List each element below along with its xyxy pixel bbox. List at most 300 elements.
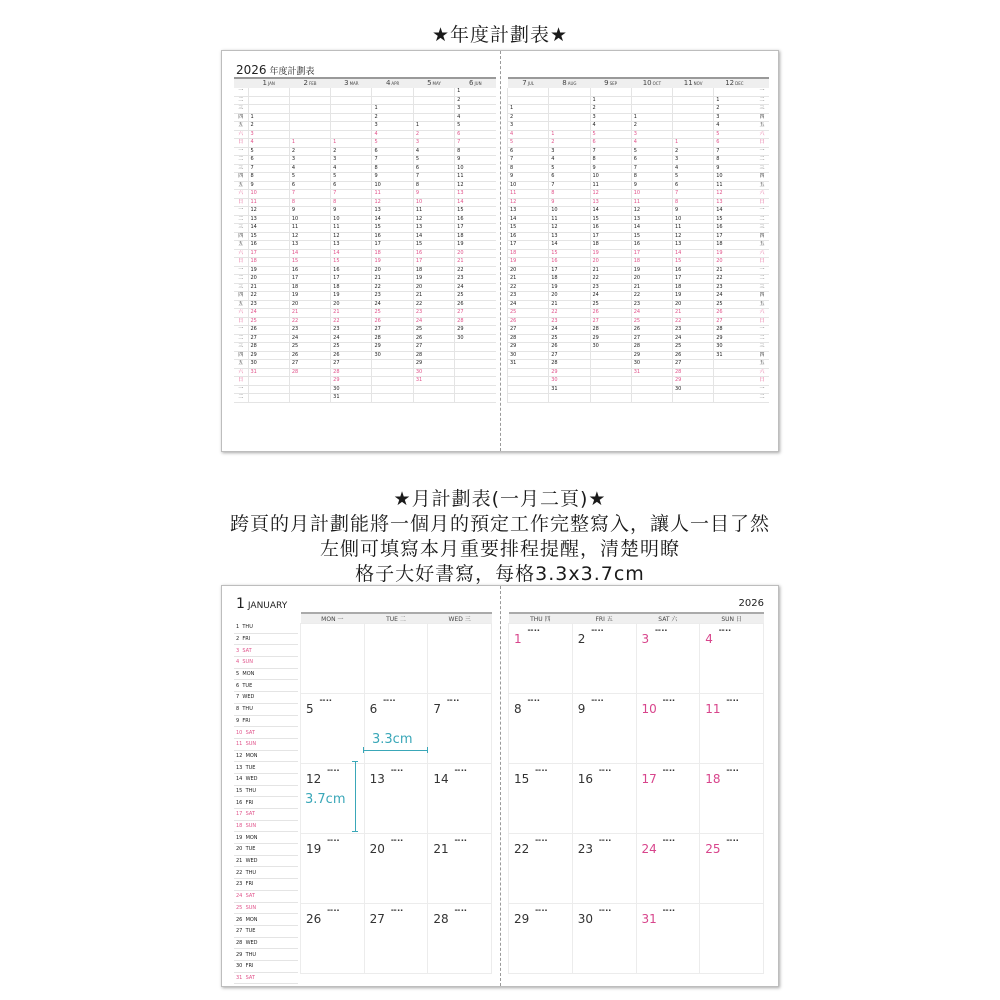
day-cell[interactable]: 5 [714, 130, 755, 139]
day-cell[interactable]: 6 [372, 147, 413, 156]
day-cell[interactable]: 16 [331, 266, 372, 275]
day-cell[interactable] [364, 904, 428, 974]
day-cell[interactable] [372, 88, 413, 96]
day-cell[interactable] [714, 377, 755, 386]
day-cell[interactable] [428, 694, 492, 764]
day-cell[interactable] [714, 88, 755, 96]
day-cell[interactable]: 28 [549, 360, 590, 369]
day-cell[interactable] [372, 377, 413, 386]
day-cell[interactable]: 6 [289, 181, 330, 190]
day-reminder-row[interactable]: 4 SUN [234, 657, 298, 669]
day-cell[interactable]: 26 [331, 351, 372, 360]
day-cell[interactable]: 5 [331, 173, 372, 182]
day-cell[interactable]: 9 [508, 173, 549, 182]
day-cell[interactable]: 5 [673, 173, 714, 182]
day-cell[interactable]: 5 [413, 156, 454, 165]
day-cell[interactable]: 14 [289, 249, 330, 258]
day-cell[interactable]: 15 [289, 258, 330, 267]
day-cell[interactable] [364, 694, 428, 764]
day-cell[interactable]: 27 [455, 309, 496, 318]
day-cell[interactable]: 5 [508, 139, 549, 148]
day-cell[interactable]: 24 [549, 326, 590, 335]
day-cell[interactable]: 21 [714, 266, 755, 275]
day-cell[interactable]: 13 [413, 224, 454, 233]
day-cell[interactable]: 27 [590, 317, 631, 326]
day-cell[interactable]: 7 [455, 139, 496, 148]
day-cell[interactable]: 1 [372, 105, 413, 114]
day-reminder-row[interactable]: 8 THU [234, 703, 298, 715]
day-cell[interactable]: 30 [631, 360, 672, 369]
day-cell[interactable]: 18 [673, 283, 714, 292]
day-cell[interactable]: 2 [631, 122, 672, 131]
day-cell[interactable]: 27 [631, 334, 672, 343]
day-cell[interactable]: 17 [289, 275, 330, 284]
day-cell[interactable]: 28 [331, 368, 372, 377]
day-cell[interactable]: 17 [455, 224, 496, 233]
day-cell[interactable]: 10 [289, 215, 330, 224]
day-cell[interactable]: 8 [714, 156, 755, 165]
day-cell[interactable]: 4 [413, 147, 454, 156]
day-cell[interactable]: 16 [631, 241, 672, 250]
day-cell[interactable]: 3 [289, 156, 330, 165]
day-cell[interactable]: 20 [590, 258, 631, 267]
day-cell[interactable] [509, 694, 573, 764]
day-cell[interactable]: 12 [372, 198, 413, 207]
day-cell[interactable] [301, 904, 365, 974]
day-cell[interactable]: 16 [673, 266, 714, 275]
day-cell[interactable]: 1 [590, 96, 631, 105]
day-cell[interactable]: 8 [372, 164, 413, 173]
day-cell[interactable] [673, 394, 714, 403]
day-cell[interactable]: 20 [455, 249, 496, 258]
day-cell[interactable] [631, 394, 672, 403]
day-cell[interactable] [673, 130, 714, 139]
day-reminder-row[interactable]: 17 SAT [234, 809, 298, 821]
day-cell[interactable]: 11 [714, 181, 755, 190]
day-reminder-row[interactable]: 30 FRI [234, 960, 298, 972]
day-cell[interactable] [631, 377, 672, 386]
day-cell[interactable]: 8 [631, 173, 672, 182]
day-cell[interactable]: 12 [508, 198, 549, 207]
day-cell[interactable]: 6 [673, 181, 714, 190]
day-cell[interactable]: 11 [413, 207, 454, 216]
day-cell[interactable]: 22 [331, 317, 372, 326]
day-cell[interactable]: 9 [673, 207, 714, 216]
day-cell[interactable]: 27 [289, 360, 330, 369]
day-cell[interactable]: 22 [289, 317, 330, 326]
day-reminder-row[interactable]: 5 MON [234, 668, 298, 680]
day-cell[interactable]: 11 [331, 224, 372, 233]
day-cell[interactable]: 10 [508, 181, 549, 190]
day-cell[interactable]: 29 [413, 360, 454, 369]
day-cell[interactable]: 18 [631, 258, 672, 267]
day-cell[interactable]: 10 [673, 215, 714, 224]
day-cell[interactable]: 30 [673, 385, 714, 394]
day-cell[interactable]: 20 [331, 300, 372, 309]
day-cell[interactable]: 5 [590, 130, 631, 139]
day-cell[interactable]: 5 [455, 122, 496, 131]
day-cell[interactable]: 12 [331, 232, 372, 241]
day-cell[interactable] [455, 351, 496, 360]
day-cell[interactable] [413, 105, 454, 114]
day-cell[interactable]: 25 [590, 300, 631, 309]
day-cell[interactable] [289, 394, 330, 403]
day-cell[interactable]: 7 [289, 190, 330, 199]
day-cell[interactable] [455, 343, 496, 352]
day-cell[interactable] [673, 122, 714, 131]
day-cell[interactable]: 28 [508, 334, 549, 343]
day-cell[interactable]: 15 [508, 224, 549, 233]
day-cell[interactable] [289, 88, 330, 96]
day-cell[interactable]: 30 [455, 334, 496, 343]
day-cell[interactable]: 7 [549, 181, 590, 190]
day-cell[interactable]: 15 [248, 232, 289, 241]
day-cell[interactable]: 13 [673, 241, 714, 250]
day-reminder-row[interactable]: 18 SUN [234, 820, 298, 832]
day-cell[interactable]: 4 [455, 113, 496, 122]
day-cell[interactable]: 6 [413, 164, 454, 173]
day-cell[interactable]: 11 [289, 224, 330, 233]
day-cell[interactable]: 31 [631, 368, 672, 377]
day-cell[interactable]: 27 [413, 343, 454, 352]
day-cell[interactable] [413, 88, 454, 96]
day-cell[interactable]: 22 [549, 309, 590, 318]
day-reminder-row[interactable]: 22 THU [234, 867, 298, 879]
empty-day-cell[interactable] [364, 624, 428, 694]
day-cell[interactable]: 25 [631, 317, 672, 326]
day-cell[interactable]: 18 [413, 266, 454, 275]
day-cell[interactable]: 29 [248, 351, 289, 360]
day-cell[interactable]: 16 [372, 232, 413, 241]
day-cell[interactable]: 26 [549, 343, 590, 352]
day-reminder-row[interactable]: 31 SAT [234, 972, 298, 984]
day-cell[interactable]: 18 [372, 249, 413, 258]
day-cell[interactable]: 7 [413, 173, 454, 182]
day-cell[interactable]: 17 [248, 249, 289, 258]
day-cell[interactable]: 27 [549, 351, 590, 360]
day-cell[interactable]: 17 [372, 241, 413, 250]
day-cell[interactable] [364, 834, 428, 904]
day-cell[interactable] [636, 624, 700, 694]
day-reminder-row[interactable]: 2 FRI [234, 633, 298, 645]
day-cell[interactable]: 30 [372, 351, 413, 360]
day-cell[interactable]: 6 [331, 181, 372, 190]
day-cell[interactable]: 29 [590, 334, 631, 343]
day-cell[interactable]: 3 [372, 122, 413, 131]
day-cell[interactable]: 21 [508, 275, 549, 284]
day-cell[interactable]: 12 [673, 232, 714, 241]
day-cell[interactable]: 20 [631, 275, 672, 284]
day-cell[interactable]: 31 [331, 394, 372, 403]
day-cell[interactable]: 9 [331, 207, 372, 216]
day-cell[interactable] [572, 694, 636, 764]
day-cell[interactable]: 26 [590, 309, 631, 318]
day-cell[interactable]: 18 [248, 258, 289, 267]
day-cell[interactable]: 18 [590, 241, 631, 250]
day-reminder-row[interactable]: 3 SAT [234, 645, 298, 657]
day-cell[interactable] [572, 834, 636, 904]
day-cell[interactable] [413, 113, 454, 122]
day-cell[interactable] [549, 88, 590, 96]
day-cell[interactable]: 25 [508, 309, 549, 318]
day-cell[interactable] [572, 624, 636, 694]
day-cell[interactable] [331, 130, 372, 139]
day-cell[interactable]: 22 [508, 283, 549, 292]
day-reminder-row[interactable]: 29 THU [234, 949, 298, 961]
day-cell[interactable]: 18 [714, 241, 755, 250]
day-cell[interactable]: 20 [289, 300, 330, 309]
day-cell[interactable]: 8 [549, 190, 590, 199]
day-cell[interactable]: 13 [372, 207, 413, 216]
day-cell[interactable]: 17 [631, 249, 672, 258]
day-reminder-row[interactable]: 25 SUN [234, 902, 298, 914]
day-cell[interactable]: 10 [372, 181, 413, 190]
day-cell[interactable]: 28 [631, 343, 672, 352]
day-cell[interactable]: 28 [714, 326, 755, 335]
day-cell[interactable]: 13 [248, 215, 289, 224]
day-cell[interactable]: 10 [631, 190, 672, 199]
day-cell[interactable]: 20 [673, 300, 714, 309]
day-cell[interactable]: 13 [289, 241, 330, 250]
day-cell[interactable] [509, 904, 573, 974]
day-cell[interactable]: 10 [549, 207, 590, 216]
day-cell[interactable] [455, 385, 496, 394]
day-cell[interactable]: 7 [590, 147, 631, 156]
day-cell[interactable]: 11 [372, 190, 413, 199]
day-cell[interactable]: 23 [549, 317, 590, 326]
day-cell[interactable]: 13 [331, 241, 372, 250]
day-cell[interactable] [549, 96, 590, 105]
day-cell[interactable]: 31 [714, 351, 755, 360]
day-cell[interactable]: 2 [508, 113, 549, 122]
day-reminder-row[interactable]: 9 FRI [234, 715, 298, 727]
day-cell[interactable] [508, 377, 549, 386]
day-cell[interactable]: 14 [631, 224, 672, 233]
day-cell[interactable]: 3 [590, 113, 631, 122]
day-cell[interactable]: 29 [714, 334, 755, 343]
day-cell[interactable]: 23 [590, 283, 631, 292]
day-cell[interactable]: 23 [248, 300, 289, 309]
day-cell[interactable]: 18 [289, 283, 330, 292]
day-cell[interactable]: 16 [549, 258, 590, 267]
day-cell[interactable]: 30 [331, 385, 372, 394]
day-cell[interactable] [673, 105, 714, 114]
day-cell[interactable]: 22 [714, 275, 755, 284]
day-cell[interactable]: 30 [549, 377, 590, 386]
day-cell[interactable]: 15 [590, 215, 631, 224]
day-cell[interactable]: 6 [508, 147, 549, 156]
day-cell[interactable]: 2 [590, 105, 631, 114]
day-reminder-row[interactable]: 24 SAT [234, 890, 298, 902]
day-cell[interactable]: 18 [549, 275, 590, 284]
day-cell[interactable]: 3 [413, 139, 454, 148]
day-cell[interactable] [590, 394, 631, 403]
day-cell[interactable] [428, 764, 492, 834]
day-cell[interactable]: 22 [413, 300, 454, 309]
day-cell[interactable]: 12 [289, 232, 330, 241]
day-cell[interactable]: 16 [455, 215, 496, 224]
day-cell[interactable] [248, 377, 289, 386]
day-cell[interactable] [509, 764, 573, 834]
day-cell[interactable]: 22 [590, 275, 631, 284]
day-cell[interactable] [636, 904, 700, 974]
day-cell[interactable]: 21 [413, 292, 454, 301]
day-cell[interactable]: 22 [673, 317, 714, 326]
day-cell[interactable]: 12 [714, 190, 755, 199]
day-cell[interactable]: 8 [413, 181, 454, 190]
day-cell[interactable]: 23 [714, 283, 755, 292]
day-cell[interactable]: 25 [372, 309, 413, 318]
day-cell[interactable]: 26 [714, 309, 755, 318]
day-cell[interactable]: 15 [372, 224, 413, 233]
day-cell[interactable] [714, 360, 755, 369]
day-cell[interactable]: 23 [331, 326, 372, 335]
day-cell[interactable]: 16 [590, 224, 631, 233]
day-cell[interactable] [428, 834, 492, 904]
day-cell[interactable] [631, 385, 672, 394]
day-cell[interactable]: 1 [413, 122, 454, 131]
day-cell[interactable]: 14 [413, 232, 454, 241]
day-reminder-row[interactable]: 21 WED [234, 855, 298, 867]
day-cell[interactable] [331, 96, 372, 105]
day-cell[interactable]: 10 [413, 198, 454, 207]
day-cell[interactable]: 26 [372, 317, 413, 326]
day-cell[interactable]: 17 [331, 275, 372, 284]
day-cell[interactable]: 29 [549, 368, 590, 377]
day-cell[interactable]: 15 [673, 258, 714, 267]
day-cell[interactable] [364, 764, 428, 834]
day-cell[interactable]: 8 [248, 173, 289, 182]
day-cell[interactable] [372, 368, 413, 377]
day-cell[interactable]: 8 [331, 198, 372, 207]
day-cell[interactable] [549, 105, 590, 114]
day-cell[interactable]: 21 [549, 300, 590, 309]
day-cell[interactable]: 31 [413, 377, 454, 386]
day-cell[interactable]: 3 [673, 156, 714, 165]
day-reminder-row[interactable]: 16 FRI [234, 797, 298, 809]
day-cell[interactable]: 24 [248, 309, 289, 318]
day-cell[interactable]: 19 [590, 249, 631, 258]
day-cell[interactable] [331, 113, 372, 122]
day-cell[interactable]: 6 [714, 139, 755, 148]
day-cell[interactable]: 9 [590, 164, 631, 173]
day-cell[interactable]: 16 [413, 249, 454, 258]
day-cell[interactable]: 25 [289, 343, 330, 352]
day-cell[interactable]: 4 [248, 139, 289, 148]
day-cell[interactable]: 30 [714, 343, 755, 352]
day-cell[interactable]: 30 [248, 360, 289, 369]
empty-day-cell[interactable] [301, 624, 365, 694]
day-cell[interactable]: 26 [631, 326, 672, 335]
day-cell[interactable]: 1 [289, 139, 330, 148]
day-cell[interactable] [700, 834, 764, 904]
day-cell[interactable]: 6 [455, 130, 496, 139]
day-cell[interactable]: 4 [508, 130, 549, 139]
day-cell[interactable]: 3 [549, 147, 590, 156]
day-cell[interactable] [636, 834, 700, 904]
day-cell[interactable]: 2 [549, 139, 590, 148]
day-cell[interactable]: 27 [248, 334, 289, 343]
day-cell[interactable]: 25 [413, 326, 454, 335]
day-cell[interactable]: 5 [248, 147, 289, 156]
day-cell[interactable]: 10 [248, 190, 289, 199]
day-cell[interactable]: 14 [248, 224, 289, 233]
day-cell[interactable] [549, 394, 590, 403]
day-cell[interactable]: 20 [508, 266, 549, 275]
day-cell[interactable] [289, 105, 330, 114]
day-cell[interactable]: 6 [590, 139, 631, 148]
day-cell[interactable]: 1 [714, 96, 755, 105]
day-cell[interactable]: 19 [289, 292, 330, 301]
day-cell[interactable]: 17 [413, 258, 454, 267]
day-cell[interactable] [508, 385, 549, 394]
day-cell[interactable]: 9 [714, 164, 755, 173]
day-cell[interactable]: 23 [372, 292, 413, 301]
day-cell[interactable]: 17 [508, 241, 549, 250]
day-cell[interactable]: 13 [508, 207, 549, 216]
day-cell[interactable]: 1 [455, 88, 496, 96]
day-cell[interactable]: 26 [508, 317, 549, 326]
day-cell[interactable] [301, 834, 365, 904]
day-cell[interactable] [248, 394, 289, 403]
day-cell[interactable] [631, 88, 672, 96]
day-cell[interactable]: 3 [631, 130, 672, 139]
day-cell[interactable]: 15 [413, 241, 454, 250]
day-cell[interactable]: 25 [714, 300, 755, 309]
day-cell[interactable]: 21 [590, 266, 631, 275]
day-cell[interactable]: 19 [248, 266, 289, 275]
day-cell[interactable] [508, 96, 549, 105]
day-cell[interactable]: 23 [413, 309, 454, 318]
day-cell[interactable]: 4 [673, 164, 714, 173]
day-reminder-row[interactable]: 23 FRI [234, 879, 298, 891]
day-cell[interactable]: 20 [248, 275, 289, 284]
day-cell[interactable]: 27 [673, 360, 714, 369]
day-cell[interactable]: 21 [455, 258, 496, 267]
day-cell[interactable]: 14 [372, 215, 413, 224]
day-cell[interactable]: 23 [508, 292, 549, 301]
day-cell[interactable]: 7 [714, 147, 755, 156]
day-cell[interactable]: 13 [631, 215, 672, 224]
day-cell[interactable]: 24 [289, 334, 330, 343]
day-cell[interactable]: 3 [331, 156, 372, 165]
day-cell[interactable]: 23 [289, 326, 330, 335]
day-cell[interactable]: 19 [331, 292, 372, 301]
day-cell[interactable] [372, 394, 413, 403]
day-cell[interactable]: 2 [673, 147, 714, 156]
day-reminder-row[interactable]: 6 TUE [234, 680, 298, 692]
day-cell[interactable] [714, 368, 755, 377]
day-cell[interactable]: 31 [549, 385, 590, 394]
day-cell[interactable]: 26 [248, 326, 289, 335]
day-cell[interactable]: 25 [248, 317, 289, 326]
day-cell[interactable]: 1 [631, 113, 672, 122]
day-cell[interactable] [508, 88, 549, 96]
day-cell[interactable] [301, 694, 365, 764]
day-cell[interactable] [631, 105, 672, 114]
day-cell[interactable] [572, 904, 636, 974]
day-cell[interactable]: 15 [714, 215, 755, 224]
day-cell[interactable]: 23 [455, 275, 496, 284]
day-cell[interactable] [372, 385, 413, 394]
day-cell[interactable]: 23 [631, 300, 672, 309]
day-cell[interactable]: 9 [413, 190, 454, 199]
day-reminder-row[interactable]: 13 TUE [234, 762, 298, 774]
day-cell[interactable]: 7 [508, 156, 549, 165]
day-cell[interactable]: 21 [673, 309, 714, 318]
day-cell[interactable] [508, 394, 549, 403]
day-cell[interactable]: 7 [331, 190, 372, 199]
